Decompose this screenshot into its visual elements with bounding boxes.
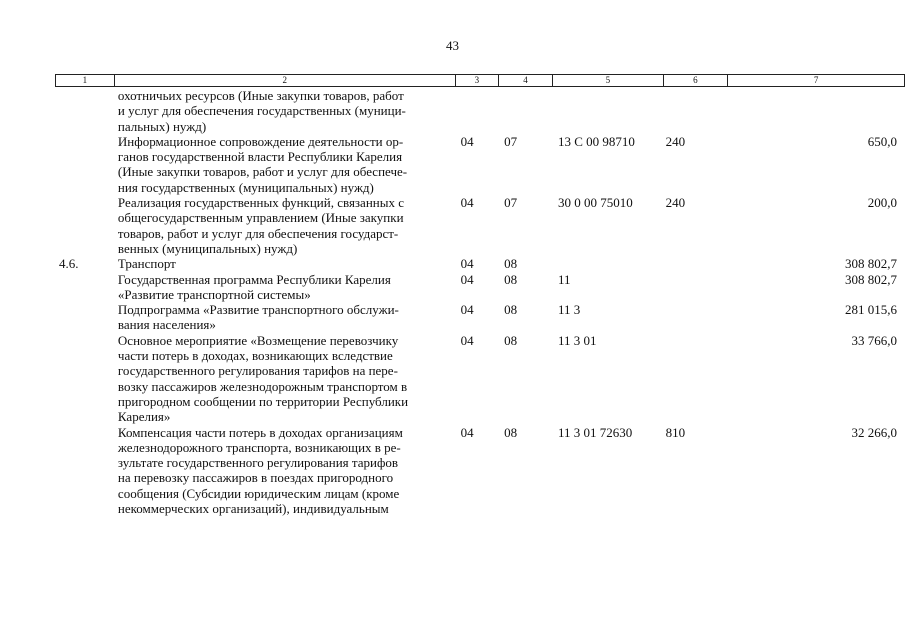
row-expense-type: 240 bbox=[665, 195, 686, 211]
row-target-article: 11 3 bbox=[557, 302, 581, 318]
row-amount bbox=[729, 88, 905, 134]
header-cell-5: 5 bbox=[553, 75, 664, 87]
row-target-article bbox=[554, 256, 665, 271]
row-name-line: Государственная программа Республики Карелия bbox=[117, 271, 391, 287]
table-row bbox=[55, 88, 905, 134]
row-name-line: государственного регулирования тарифов на пере- bbox=[117, 363, 398, 379]
table-row bbox=[55, 272, 905, 303]
row-name-line: общегосударственным управлением (Иные закупки bbox=[117, 210, 404, 226]
row-name-line: и услуг для обеспечения государственных (муници- bbox=[117, 103, 406, 119]
row-name-line: части потерь в доходах, возникающих вследствие bbox=[117, 348, 393, 364]
row-subsection: 08 bbox=[504, 271, 518, 287]
header-cell-2: 2 bbox=[114, 75, 455, 87]
row-expense-type bbox=[665, 88, 729, 134]
row-amount: 308 802,7 bbox=[845, 271, 897, 287]
budget-table bbox=[55, 88, 905, 516]
row-subsection bbox=[500, 88, 554, 134]
row-name-line: товаров, работ и услуг для обеспечения государст- bbox=[117, 225, 399, 241]
row-amount: 32 266,0 bbox=[851, 424, 897, 440]
row-name-line: ганов государственной власти Республики Карелия bbox=[117, 149, 403, 165]
table-row bbox=[55, 425, 905, 517]
row-expense-type: 240 bbox=[665, 133, 686, 149]
row-section: 04 bbox=[460, 195, 474, 211]
row-section: 04 bbox=[460, 133, 474, 149]
header-cell-3: 3 bbox=[455, 75, 498, 87]
row-name-line: вания населения» bbox=[117, 317, 216, 333]
row-name bbox=[114, 302, 457, 333]
row-name-line: «Развитие транспортной системы» bbox=[117, 286, 311, 302]
row-target-article: 11 bbox=[557, 271, 571, 287]
row-name bbox=[114, 88, 457, 134]
row-amount: 308 802,7 bbox=[845, 256, 897, 272]
row-amount: 200,0 bbox=[867, 195, 897, 211]
row-subsection: 08 bbox=[504, 256, 518, 272]
row-subsection: 07 bbox=[504, 133, 518, 149]
row-section bbox=[457, 88, 500, 134]
row-name bbox=[114, 333, 457, 425]
row-name-line: Транспорт bbox=[117, 256, 176, 272]
row-number bbox=[55, 302, 114, 333]
header-cell-1: 1 bbox=[56, 75, 115, 87]
table-row bbox=[55, 333, 905, 425]
row-name-line: на перевозку пассажиров в поездах пригородного bbox=[117, 470, 394, 486]
row-section: 04 bbox=[460, 256, 474, 272]
row-name bbox=[114, 272, 457, 303]
row-name bbox=[114, 195, 457, 256]
row-name-line: венных (муниципальных) нужд) bbox=[117, 240, 298, 256]
row-target-article: 11 3 01 72630 bbox=[557, 424, 633, 440]
row-name-line: пригородном сообщении по территории Республики bbox=[117, 393, 409, 409]
row-amount: 33 766,0 bbox=[851, 332, 897, 348]
row-section: 04 bbox=[460, 424, 474, 440]
row-name bbox=[114, 425, 457, 517]
row-expense-type bbox=[665, 272, 729, 303]
row-expense-type bbox=[665, 333, 729, 425]
row-name-line: (Иные закупки товаров, работ и услуг для обеспече- bbox=[117, 164, 408, 180]
row-name-line: сообщения (Субсидии юридическим лицам (кроме bbox=[117, 485, 400, 501]
row-name bbox=[114, 256, 457, 271]
header-cell-4: 4 bbox=[499, 75, 553, 87]
row-number bbox=[55, 88, 114, 134]
row-section: 04 bbox=[460, 302, 474, 318]
row-subsection: 08 bbox=[504, 332, 518, 348]
row-target-article bbox=[554, 88, 665, 134]
row-number bbox=[55, 134, 114, 195]
row-name-line: некоммерческих организаций), индивидуальным bbox=[117, 501, 389, 517]
row-number bbox=[55, 333, 114, 425]
row-target-article: 13 С 00 98710 bbox=[557, 133, 635, 149]
row-number bbox=[55, 195, 114, 256]
row-name-line: Основное мероприятие «Возмещение перевозчику bbox=[117, 332, 399, 348]
row-name-line: ния государственных (муниципальных) нужд) bbox=[117, 179, 374, 195]
row-amount: 650,0 bbox=[867, 133, 897, 149]
table-row bbox=[55, 195, 905, 256]
row-expense-type: 810 bbox=[665, 424, 686, 440]
row-number bbox=[55, 272, 114, 303]
row-subsection: 08 bbox=[504, 424, 518, 440]
row-section: 04 bbox=[460, 332, 474, 348]
row-number bbox=[55, 425, 114, 517]
row-name-line: Карелия» bbox=[117, 409, 171, 425]
row-target-article: 11 3 01 bbox=[557, 332, 597, 348]
row-expense-type bbox=[665, 302, 729, 333]
table-row bbox=[55, 302, 905, 333]
row-name-line: пальных) нужд) bbox=[117, 118, 207, 134]
row-name-line: Реализация государственных функций, связанных с bbox=[117, 195, 404, 211]
row-name-line: зультате государственного регулирования тарифов bbox=[117, 455, 399, 471]
header-row bbox=[56, 75, 905, 87]
header-cell-7: 7 bbox=[728, 75, 905, 87]
row-name bbox=[114, 134, 457, 195]
row-name-line: Подпрограмма «Развитие транспортного обслужи- bbox=[117, 302, 399, 318]
row-subsection: 07 bbox=[504, 195, 518, 211]
row-section: 04 bbox=[460, 271, 474, 287]
table-row bbox=[55, 134, 905, 195]
row-amount: 281 015,6 bbox=[845, 302, 897, 318]
header-cell-6: 6 bbox=[663, 75, 728, 87]
row-target-article: 30 0 00 75010 bbox=[557, 195, 633, 211]
row-subsection: 08 bbox=[504, 302, 518, 318]
row-name-line: железнодорожного транспорта, возникающих в ре- bbox=[117, 439, 401, 455]
row-name-line: возку пассажиров железнодорожным транспортом в bbox=[117, 378, 408, 394]
row-number: 4.6. bbox=[59, 256, 79, 272]
column-number-header bbox=[55, 74, 905, 87]
row-name-line: Компенсация части потерь в доходах организациям bbox=[117, 424, 403, 440]
row-name-line: Информационное сопровождение деятельности ор- bbox=[117, 133, 404, 149]
page-number: 43 bbox=[446, 38, 459, 53]
row-expense-type bbox=[665, 256, 729, 271]
budget-table-body bbox=[55, 88, 905, 516]
row-name-line: охотничьих ресурсов (Иные закупки товаров, работ bbox=[117, 88, 404, 103]
table-row bbox=[55, 256, 905, 271]
